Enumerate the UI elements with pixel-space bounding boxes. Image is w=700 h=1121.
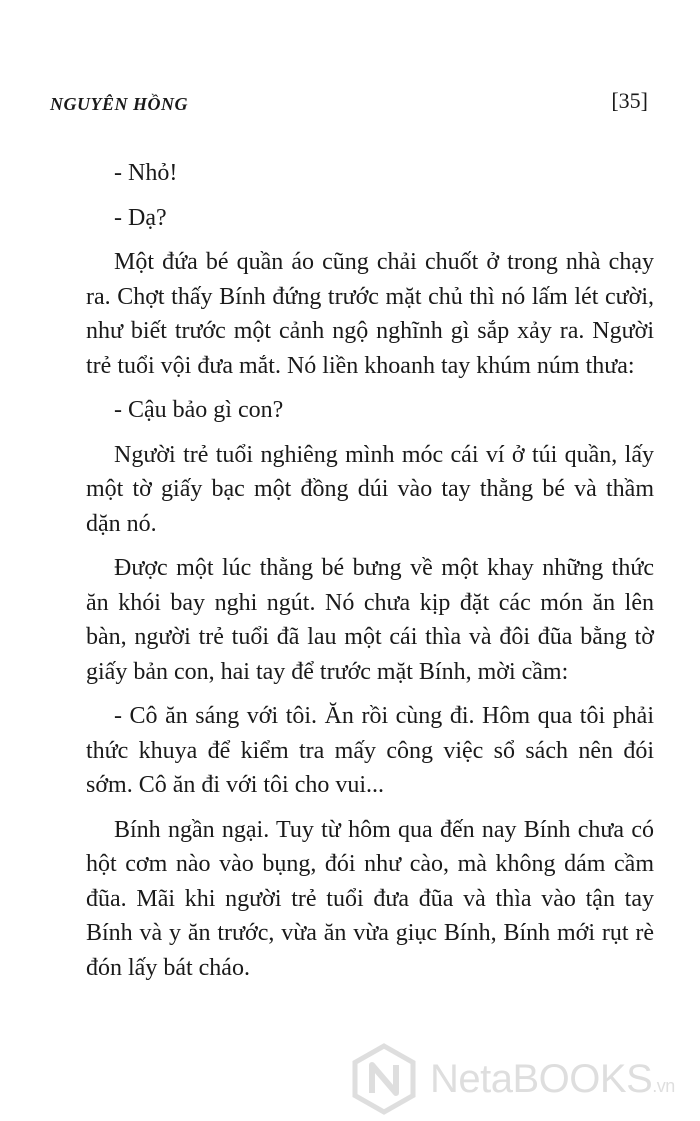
paragraph: - Dạ? [114,204,167,231]
paragraph: Bính ngần ngại. Tuy từ hôm qua đến nay Bính chưa có hột cơm nào vào bụng, đói như cào, mà không dám cầm đũa. Mãi khi người trẻ tuổi đưa đũa và thìa vào tận tay Bính và y ăn trước, vừa ăn vừa giục Bính, Bính mới rụt rè đón lấy bát cháo. [86,816,654,981]
watermark-suffix: .vn [652,1076,675,1096]
paragraph: Được một lúc thằng bé bưng về một khay những thức ăn khói bay nghi ngút. Nó chưa kịp đặt các món ăn lên bàn, người trẻ tuổi đã lau một cái thìa và đôi đũa bằng tờ giấy bản con, hai tay để trước mặt Bính, mời cầm: [86,555,654,685]
body-text [86,156,654,995]
running-head [50,88,650,118]
netabooks-logo-icon [348,1043,420,1115]
paragraph: Một đứa bé quần áo cũng chải chuốt ở trong nhà chạy ra. Chợt thấy Bính đứng trước mặt chủ thì nó lấm lét cười, như biết trước một cảnh ngộ nghĩnh gì sắp xảy ra. Người trẻ tuổi vội đưa mắt. Nó liền khoanh tay khúm núm thưa: [86,249,654,379]
watermark [348,1043,688,1115]
paragraph: Người trẻ tuổi nghiêng mình móc cái ví ở túi quần, lấy một tờ giấy bạc một đồng dúi vào tay thằng bé và thầm dặn nó. [86,441,654,537]
page-number: [35] [611,88,648,113]
watermark-text [430,1057,675,1102]
author-name: NGUYÊN HỒNG [50,94,188,114]
paragraph: - Cô ăn sáng với tôi. Ăn rồi cùng đi. Hôm qua tôi phải thức khuya để kiểm tra mấy công việc sổ sách nên đói sớm. Cô ăn đi với tôi cho vui... [86,703,654,798]
watermark-brand: NetaBOOKS [430,1057,653,1101]
paragraph: - Nhỏ! [114,160,178,186]
paragraph: - Cậu bảo gì con? [114,397,284,423]
